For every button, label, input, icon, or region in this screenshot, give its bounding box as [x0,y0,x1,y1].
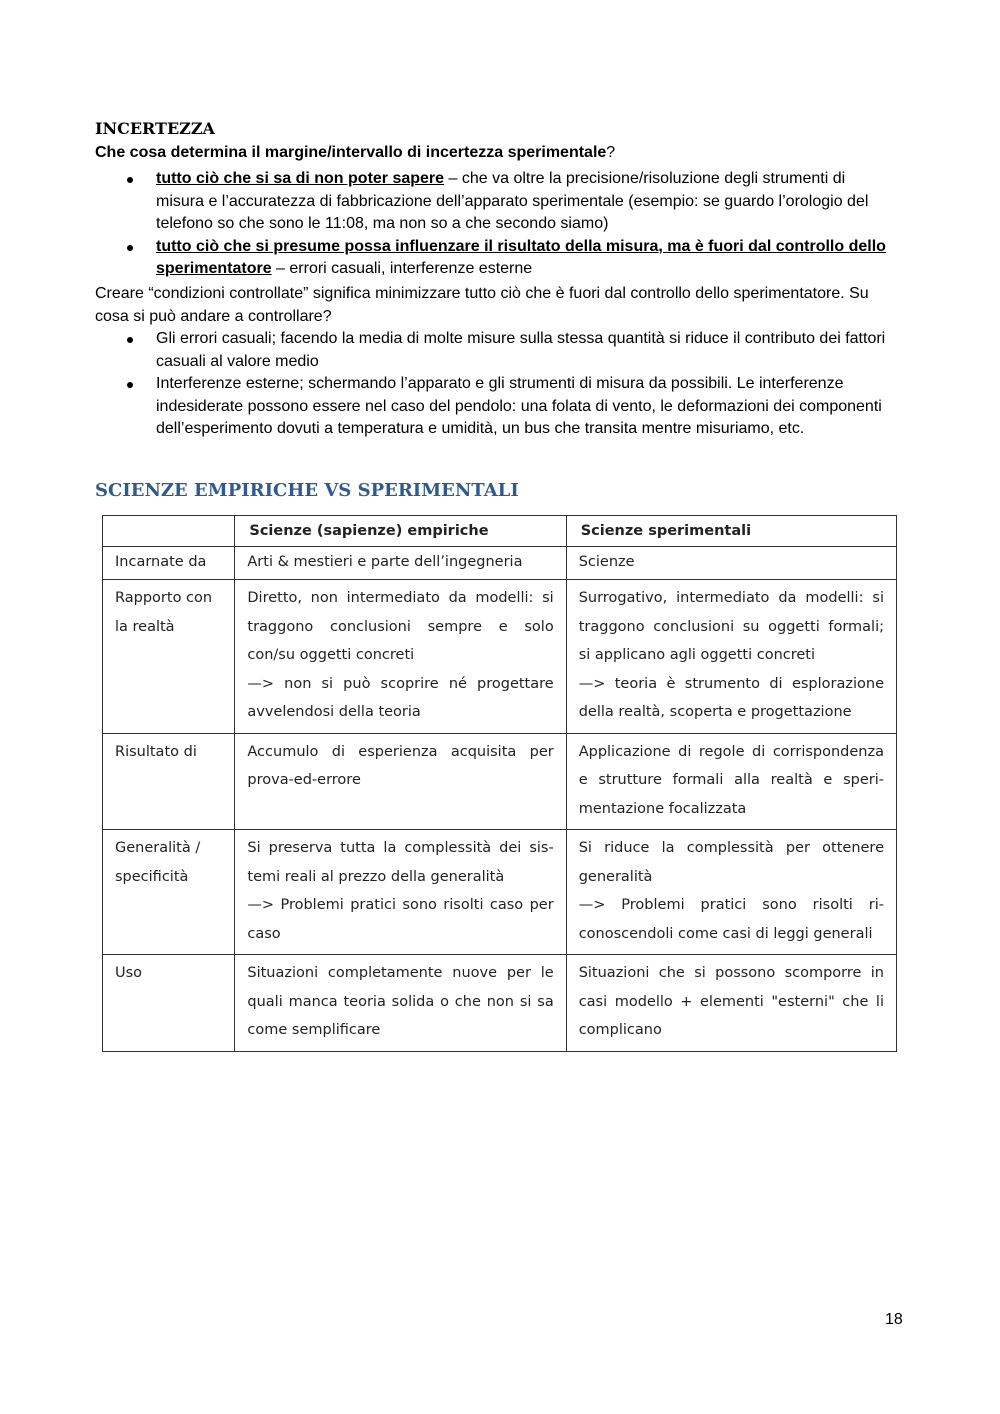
table-row [103,547,897,580]
bullet-icon [127,177,133,183]
question-bold: Che cosa determina il margine/intervallo di incertezza sperimentale [95,144,607,161]
cell-text: Applicazione di regole di corrispondenza e strutture formali alla realtà e speri-mentazione focalizzata [578,743,884,817]
cell-text: —> teoria è strumento di esplorazione della realtà, scoperta e progettazione [578,675,884,720]
table-cell [566,830,896,955]
table-cell [566,955,896,1052]
list-item-text: – errori casuali, interferenze esterne [271,260,533,277]
cell-text: Diretto, non intermediato da modelli: si traggono conclusioni sempre e solo con/su oggetti concreti [247,590,554,663]
list-item [95,168,895,236]
table-header-cell: Scienze sperimentali [566,516,896,547]
cell-text: —> non si può scoprire né progettare avvelendosi della teoria [247,675,554,720]
question-line [95,144,615,162]
cell-text: Si riduce la complessità per ottenere generalità [578,840,884,885]
table-cell [235,547,566,580]
table-cell [235,580,566,734]
list-item [95,373,895,441]
list-item-text: Interferenze esterne; schermando l’apparato e gli strumenti di misura da possibili. Le interferenze indesiderate possono essere nel caso del pendolo: una folata di vento, le deformazioni dei componenti dell’esperimento dovuti a temperatura e umidità, un bus che transita mentre misuriamo, etc. [156,375,882,437]
list-item-text: Gli errori casuali; facendo la media di molte misure sulla stessa quantità si riduce il contributo dei fattori casuali al valore medio [156,330,886,370]
cell-text: Si preserva tutta la complessità dei sis-temi reali al prezzo della generalità [247,840,554,885]
page-number: 18 [885,1311,903,1328]
table-row [103,830,897,955]
table-cell [235,830,566,955]
list-item-text: – che va oltre la precisione/risoluzione degli strumenti di misura e l’accuratezza di fabbricazione dell’apparato sperimentale (esempio: se guardo l’orologio del telefono so che sono le 11:08, ma non so a che secondo siamo) [156,170,869,232]
question-mark: ? [606,144,616,161]
cell-text: —> Problemi pratici sono risolti ri-conoscendoli come casi di leggi generali [578,897,884,942]
cell-text: Accumulo di esperienza acquisita per prova-ed-errore [247,743,554,788]
table-cell [235,955,566,1052]
bullet-icon [127,337,133,343]
section-heading-incertezza: INCERTEZZA [95,119,215,138]
controllable-factors-list [95,328,895,441]
table-row [103,733,897,830]
controlled-conditions-paragraph: Creare “condizioni controllate” significa minimizzare tutto ciò che è fuori dal controllo dello sperimentatore. Su cosa si può andare a controllare? [95,285,869,325]
table-cell [566,580,896,734]
cell-text: Arti & mestieri e parte dell’ingegneria [247,554,523,570]
bullet-icon [127,382,133,388]
table-cell [566,733,896,830]
list-item [95,236,895,281]
table-header-cell: Scienze (sapienze) empiriche [235,516,566,547]
row-label: Risultato di [103,733,235,830]
row-label: Rapporto con la realtà [103,580,235,734]
row-label: Uso [103,955,235,1052]
table-cell [235,733,566,830]
comparison-table [102,515,897,1052]
table-header-row [103,516,897,547]
list-item-lead: tutto ciò che si presume possa influenzare il risultato della misura, ma è fuori dal controllo dello sperimentatore [156,237,886,277]
table-cell [566,547,896,580]
table-row [103,955,897,1052]
row-label: Incarnate da [103,547,235,580]
section-heading-scienze: SCIENZE EMPIRICHE VS SPERIMENTALI [95,480,519,501]
list-item [95,328,895,373]
cell-text: Surrogativo, intermediato da modelli: si traggono conclusioni su oggetti formali; si applicano agli oggetti concreti [578,590,884,663]
table-header-cell [103,516,235,547]
cell-text: Situazioni che si possono scomporre in casi modello + elementi "esterni" che li complicano [578,965,884,1038]
cell-text: Scienze [578,554,635,570]
table-row [103,580,897,734]
row-label: Generalità / specificità [103,830,235,955]
bullet-icon [127,245,133,251]
cell-text: Situazioni completamente nuove per le quali manca teoria solida o che non si sa come semplificare [247,965,554,1038]
list-item-lead: tutto ciò che si sa di non poter sapere [156,170,445,187]
cell-text: —> Problemi pratici sono risolti caso per caso [247,897,554,942]
uncertainty-sources-list [95,168,895,281]
